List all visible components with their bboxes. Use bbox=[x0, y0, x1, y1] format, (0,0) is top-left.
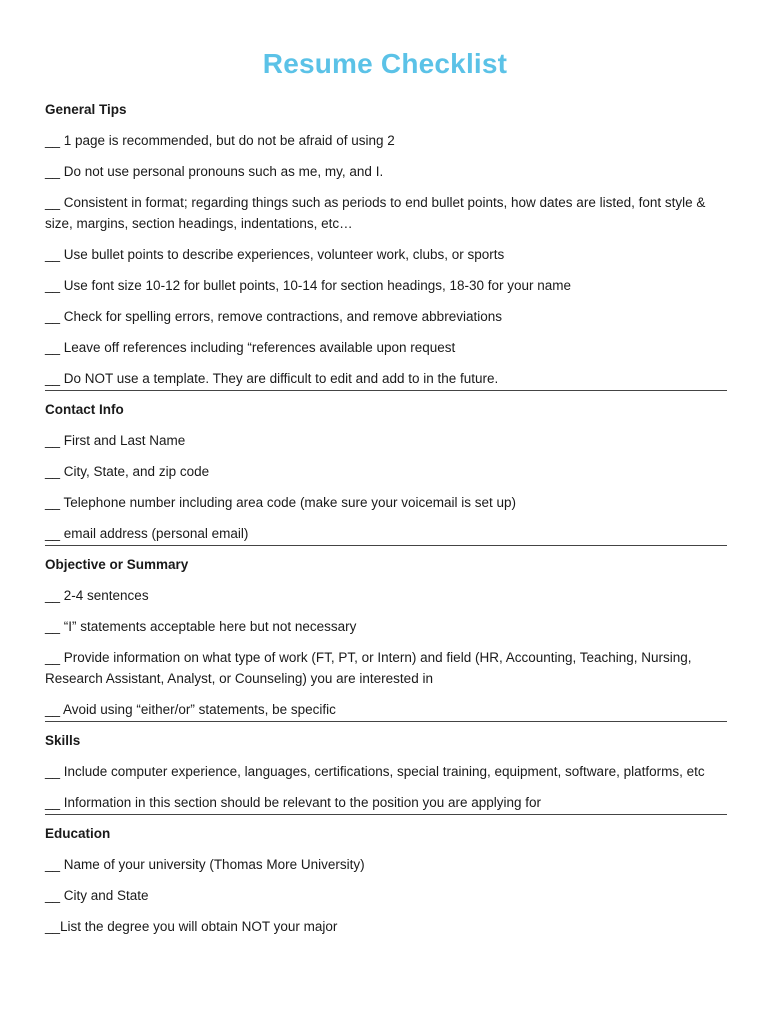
checklist-item: __ 2-4 sentences bbox=[45, 588, 149, 603]
section-education bbox=[45, 824, 727, 938]
section-heading: Objective or Summary bbox=[45, 557, 189, 572]
section-skills bbox=[45, 731, 727, 815]
checklist-item: __ City and State bbox=[45, 888, 149, 903]
checklist-item: __ Do not use personal pronouns such as me, my, and I. bbox=[45, 164, 384, 179]
checklist-item: __ Information in this section should be relevant to the position you are applying for bbox=[45, 795, 542, 810]
checklist-item: __ email address (personal email) bbox=[45, 526, 249, 541]
section-contact-info bbox=[45, 400, 727, 546]
checklist-item: __ Do NOT use a template. They are difficult to edit and add to in the future. bbox=[45, 371, 499, 386]
checklist-item: __ Name of your university (Thomas More University) bbox=[45, 857, 365, 872]
section-objective-summary bbox=[45, 555, 727, 722]
checklist-item: __ Leave off references including “references available upon request bbox=[45, 340, 456, 355]
checklist-item: __ Include computer experience, languages, certifications, special training, equipment, software, platforms, etc bbox=[45, 764, 705, 779]
checklist-item: __ Use font size 10-12 for bullet points, 10-14 for section headings, 18-30 for your name bbox=[45, 278, 572, 293]
checklist-item: __ Provide information on what type of work (FT, PT, or Intern) and field (HR, Accounting, Teaching, Nursing, Research Assistant, Analyst, or Counseling) you are interested in bbox=[45, 650, 692, 686]
section-heading: Skills bbox=[45, 733, 81, 748]
checklist-item: __ First and Last Name bbox=[45, 433, 186, 448]
section-heading: Contact Info bbox=[45, 402, 124, 417]
checklist-item: __List the degree you will obtain NOT your major bbox=[45, 919, 338, 934]
section-heading: General Tips bbox=[45, 102, 127, 117]
section-heading: Education bbox=[45, 826, 111, 841]
checklist-item: __ Telephone number including area code (make sure your voicemail is set up) bbox=[45, 495, 517, 510]
checklist-item: __ 1 page is recommended, but do not be afraid of using 2 bbox=[45, 133, 395, 148]
checklist-item: __ Consistent in format; regarding things such as periods to end bullet points, how dates are listed, font style & size, margins, section headings, indentations, etc… bbox=[45, 195, 706, 231]
checklist-item: __ City, State, and zip code bbox=[45, 464, 210, 479]
checklist-content bbox=[45, 100, 727, 947]
checklist-item: __ Check for spelling errors, remove contractions, and remove abbreviations bbox=[45, 309, 502, 324]
checklist-item: __ Avoid using “either/or” statements, be specific bbox=[45, 702, 336, 717]
checklist-item: __ “I” statements acceptable here but not necessary bbox=[45, 619, 357, 634]
checklist-item: __ Use bullet points to describe experiences, volunteer work, clubs, or sports bbox=[45, 247, 505, 262]
page-title: Resume Checklist bbox=[262, 48, 508, 79]
section-general-tips bbox=[45, 100, 727, 391]
